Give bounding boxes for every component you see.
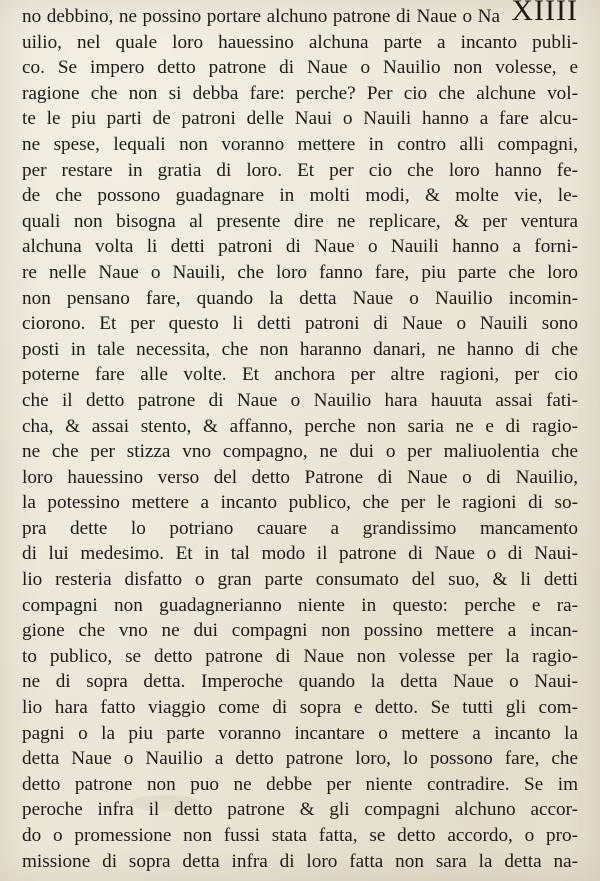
text-line: detto patrone non puo ne debbe per niente contradire. Se im — [22, 773, 578, 795]
text-line: uilio, nel quale loro hauessino alchuna parte a incanto publi- — [22, 31, 578, 53]
body-text — [22, 4, 578, 874]
text-line: ne spese, lequali non voranno mettere in contro alli compagni, — [22, 133, 578, 155]
text-line: quali non bisogna al presente dire ne replicare, & per ventura — [22, 210, 578, 232]
text-line: di lui medesimo. Et in tal modo il patrone di Naue o di Naui- — [22, 543, 578, 565]
text-line: ragione che non si debba fare: perche? Per cio che alchune vol- — [22, 82, 578, 104]
text-line: loro hauessino verso del detto Patrone di Naue o di Nauilio, — [22, 466, 578, 488]
folio-number: XIIII — [511, 0, 578, 27]
text-line: gione che vno ne dui compagni non possino mettere a incan- — [22, 620, 578, 642]
text-line: te le piu parti de patroni delle Naui o Nauili hanno a fare alcu- — [22, 108, 578, 130]
text-line: cha, & assai stento, & affanno, perche non saria ne e di ragio- — [22, 415, 578, 437]
text-line: per restare in gratia di loro. Et per cio che loro hanno fe- — [22, 159, 578, 181]
text-line: alchuna volta li detti patroni di Naue o Nauili hanno a forni- — [22, 236, 578, 258]
text-line: lio hara fatto viaggio come di sopra e detto. Se tutti gli com- — [22, 697, 578, 719]
text-line: poterne fare alle volte. Et anchora per altre ragioni, per cio — [22, 364, 578, 386]
text-line: la potessino mettere a incanto publico, che per le ragioni di so- — [22, 492, 578, 514]
text-line: co. Se impero detto patrone di Naue o Nauilio non volesse, e — [22, 57, 578, 79]
text-line: pagni o la piu parte voranno incantare o mettere a incanto la — [22, 722, 578, 744]
text-line: no debbino, ne possino portare alchuno patrone di Naue o Na — [22, 6, 500, 27]
text-line: compagni non guadagnerianno niente in questo: perche e ra- — [22, 594, 578, 616]
text-line: re nelle Naue o Nauili, che loro fanno fare, piu parte che loro — [22, 261, 578, 283]
text-line: do o promessione non fussi stata fatta, se detto accordo, o pro- — [22, 825, 578, 846]
text-line: de che possono guadagnare in molti modi, & molte vie, le- — [22, 185, 578, 207]
text-line: to publico, se detto patrone di Naue non volesse per la ragio- — [22, 645, 578, 667]
text-line: ciorono. Et per questo li detti patroni di Naue o Nauili sono — [22, 313, 578, 335]
text-line: lio resteria disfatto o gran parte consumato del suo, & li detti — [22, 569, 578, 591]
text-line: detta Naue o Nauilio a detto patrone loro, lo possono fare, che — [22, 748, 578, 770]
text-line: ne che per stizza vno compagno, ne dui o per maliuolentia che — [22, 441, 578, 463]
text-line: missione di sopra detta infra di loro fatta non sara la detta na- — [22, 850, 578, 872]
text-line: ne di sopra detta. Imperoche quando la detta Naue o Naui- — [22, 671, 578, 693]
text-line: non pensano fare, quando la detta Naue o Nauilio incomin- — [22, 287, 578, 309]
text-line: pra dette lo potriano cauare a grandissimo mancamento — [22, 517, 578, 539]
text-line: che il detto patrone di Naue o Nauilio hara hauuta assai fati- — [22, 389, 578, 411]
text-line: peroche infra il detto patrone & gli compagni alchuno accor- — [22, 799, 578, 821]
text-line: posti in tale necessita, che non haranno danari, ne hanno di che — [22, 338, 578, 360]
